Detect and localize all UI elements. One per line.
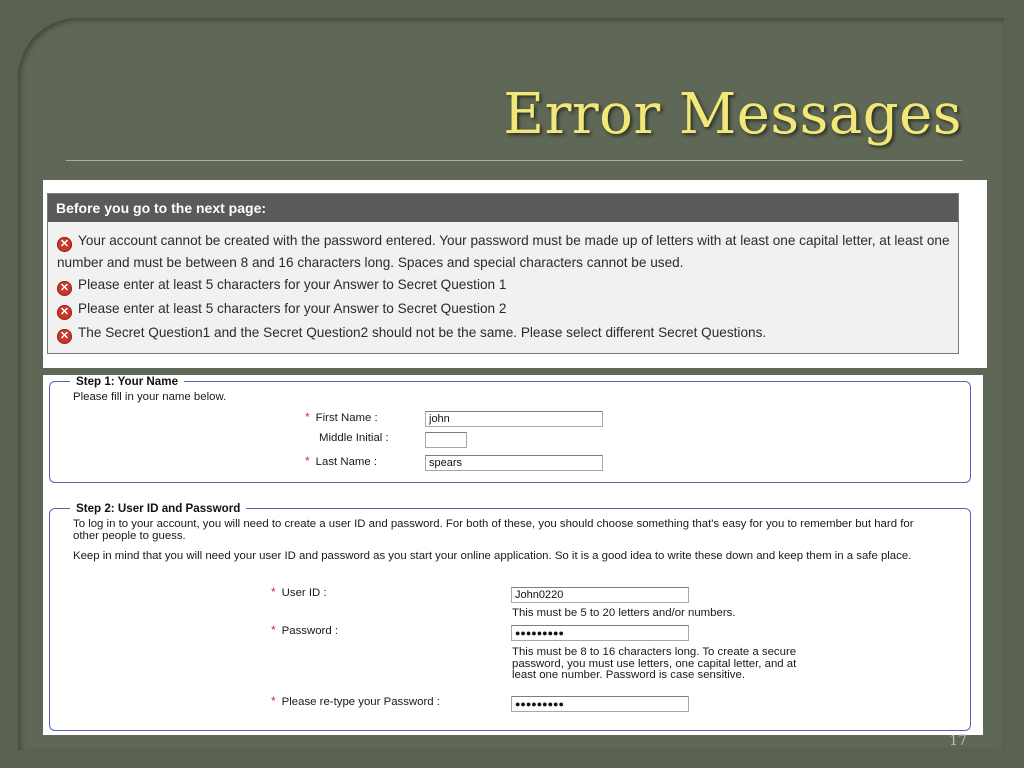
error-text: Your account cannot be created with the password entered. Your password must be made up of letters with at least one capital letter, at least one number and must be between 8 and 16 characters long. Spaces and special characters cannot be used. <box>57 233 950 270</box>
first-name-input[interactable]: john <box>425 411 603 427</box>
error-x-icon: ✕ <box>57 237 72 252</box>
user-id-input[interactable]: John0220 <box>511 587 689 603</box>
error-item <box>57 230 950 274</box>
required-marker: * <box>271 694 276 708</box>
title-divider <box>66 160 963 161</box>
error-text: The Secret Question1 and the Secret Question2 should not be the same. Please select different Secret Questions. <box>78 325 767 340</box>
required-marker: * <box>305 454 310 468</box>
password-input[interactable]: ●●●●●●●●● <box>511 625 689 641</box>
error-list <box>48 222 958 344</box>
slide-title: Error Messages <box>503 82 962 147</box>
middle-initial-input[interactable] <box>425 432 467 448</box>
step1-legend: Step 1: Your Name <box>76 375 179 388</box>
error-summary-box <box>47 193 959 354</box>
step1-intro: Please fill in your name below. <box>73 391 227 403</box>
error-item <box>57 298 950 320</box>
error-summary-header: Before you go to the next page: <box>48 194 958 222</box>
password-hint: This must be 8 to 16 characters long. To create a secure password, you must use letters, one capital letter, and at least one number. Password is case sensitive. <box>512 646 797 681</box>
registration-form-screenshot <box>43 375 983 735</box>
step2-intro-1: To log in to your account, you will need to create a user ID and password. For both of these, you should choose something that's easy for you to remember but hard for other people to guess. <box>73 518 914 542</box>
step2-legend: Step 2: User ID and Password <box>76 502 241 515</box>
user-id-hint: This must be 5 to 20 letters and/or numbers. <box>512 607 736 619</box>
retype-password-label: * Please re-type your Password : <box>271 694 440 708</box>
required-marker: * <box>305 410 310 424</box>
required-marker: * <box>271 623 276 637</box>
last-name-input[interactable]: spears <box>425 455 603 471</box>
error-messages-screenshot <box>43 180 987 368</box>
error-text: Please enter at least 5 characters for your Answer to Secret Question 2 <box>78 301 507 316</box>
user-id-label: * User ID : <box>271 585 327 599</box>
first-name-label: * First Name : <box>305 410 378 424</box>
error-item <box>57 274 950 296</box>
required-marker: * <box>271 585 276 599</box>
error-x-icon: ✕ <box>57 281 72 296</box>
error-text: Please enter at least 5 characters for your Answer to Secret Question 1 <box>78 277 507 292</box>
error-x-icon: ✕ <box>57 305 72 320</box>
middle-initial-label: Middle Initial : <box>319 432 389 444</box>
step2-intro-2: Keep in mind that you will need your user ID and password as you start your online application. So it is a good idea to write these down and keep them in a safe place. <box>73 550 912 562</box>
password-label: * Password : <box>271 623 339 637</box>
retype-password-input[interactable]: ●●●●●●●●● <box>511 696 689 712</box>
error-item <box>57 322 950 344</box>
slide-page-number: 17 <box>949 733 967 749</box>
last-name-label: * Last Name : <box>305 454 378 468</box>
error-x-icon: ✕ <box>57 329 72 344</box>
